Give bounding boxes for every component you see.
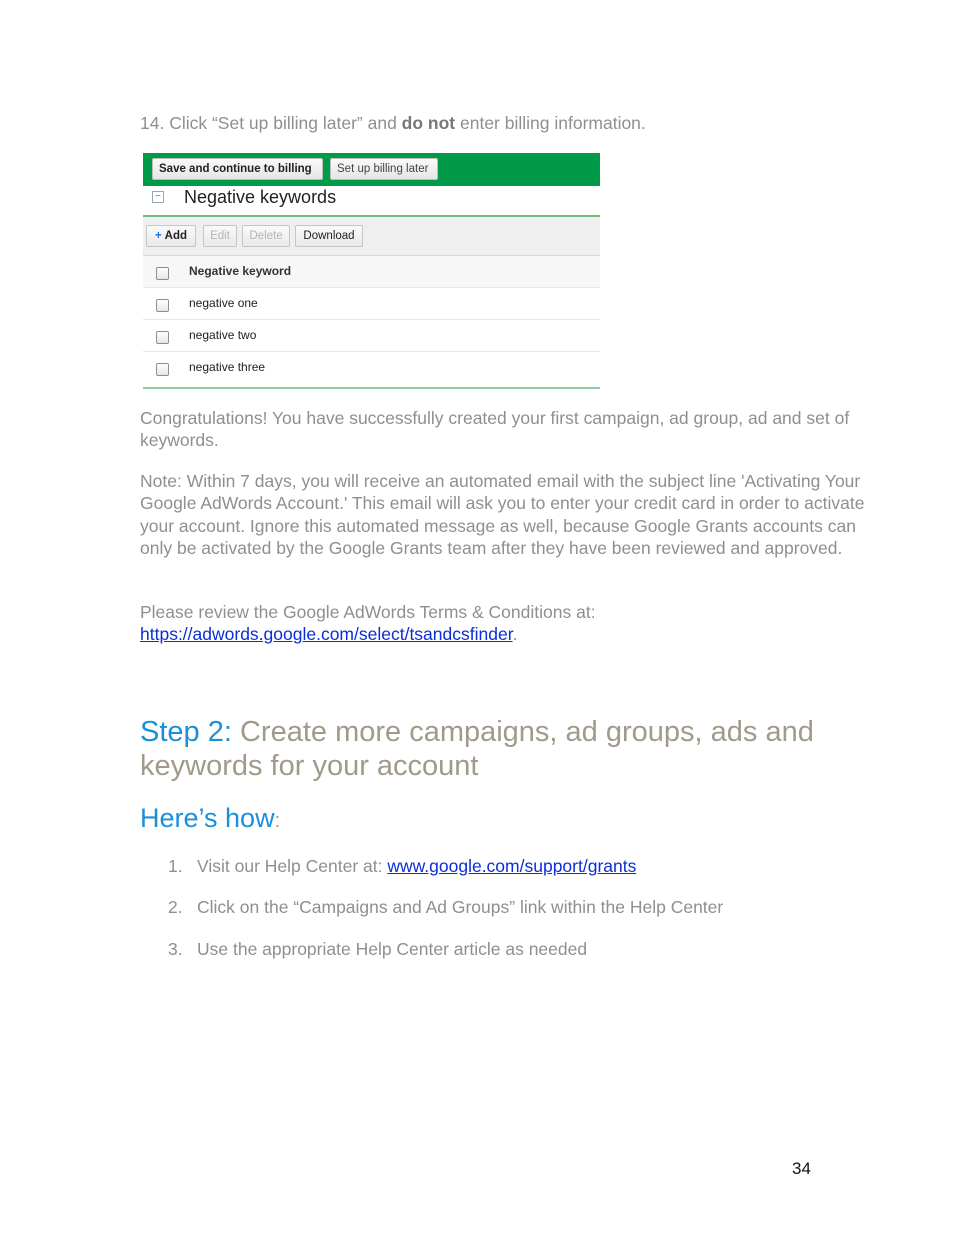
adwords-screenshot xyxy=(143,153,600,389)
row-checkbox[interactable] xyxy=(156,331,169,344)
heres-how-colon: : xyxy=(274,810,281,832)
list-text: Click on the “Campaigns and Ad Groups” link within the Help Center xyxy=(197,897,724,917)
edit-button[interactable]: Edit xyxy=(203,225,237,247)
instruction-number: 14. xyxy=(140,113,165,133)
keyword-cell: negative three xyxy=(189,360,266,374)
plus-icon: + xyxy=(154,230,162,242)
terms-period: . xyxy=(512,624,518,645)
table-row xyxy=(143,288,600,320)
list-item xyxy=(168,856,636,877)
list-number: 1. xyxy=(168,856,183,876)
list-item xyxy=(168,939,587,960)
set-up-billing-later-button[interactable]: Set up billing later xyxy=(330,158,438,180)
add-label: Add xyxy=(164,230,188,242)
save-and-continue-to-billing-button[interactable]: Save and continue to billing xyxy=(152,158,323,180)
collapse-icon[interactable]: − xyxy=(152,191,164,203)
instruction-step-14 xyxy=(140,113,646,134)
negative-keywords-title: Negative keywords xyxy=(184,187,337,207)
list-text: Visit our Help Center at: xyxy=(197,856,388,876)
note-paragraph: Note: Within 7 days, you will receive an automated email with the subject line 'Activating Your Google AdWords Account.' This email will ask you to enter your credit card in order to activate your account. Ignore this automated message as well, because Google Grants accounts can only be activated by the Google Grants team after they have been reviewed and approved. xyxy=(140,471,865,559)
page-number: 34 xyxy=(792,1159,811,1178)
table-row xyxy=(143,352,600,383)
list-number: 2. xyxy=(168,897,183,917)
heres-how-heading xyxy=(140,803,280,834)
instruction-text-post: enter billing information. xyxy=(455,113,646,133)
list-item xyxy=(168,897,723,918)
instruction-text-pre: Click “Set up billing later” and xyxy=(169,113,402,133)
table-row xyxy=(143,320,600,352)
keyword-cell: negative one xyxy=(189,296,258,310)
terms-link[interactable]: https://adwords.google.com/select/tsandcsfinder xyxy=(140,624,513,645)
list-text: Use the appropriate Help Center article as needed xyxy=(197,939,588,959)
negative-keywords-header xyxy=(143,186,600,217)
step-text: Create more campaigns, ad groups, ads and keywords for your account xyxy=(140,716,814,782)
table-header-row xyxy=(143,256,600,288)
delete-button[interactable]: Delete xyxy=(242,225,290,247)
heres-how-label: Here’s how xyxy=(140,803,275,833)
help-center-link[interactable]: www.google.com/support/grants xyxy=(387,856,637,876)
negative-keyword-column-header: Negative keyword xyxy=(189,264,292,278)
keywords-toolbar xyxy=(143,217,600,256)
select-all-checkbox[interactable] xyxy=(156,267,169,280)
billing-button-bar xyxy=(143,153,600,186)
row-checkbox[interactable] xyxy=(156,363,169,376)
congratulations-paragraph: Congratulations! You have successfully created your first campaign, ad group, ad and set of keywords. xyxy=(140,408,850,451)
step-label: Step 2: xyxy=(140,716,232,748)
keyword-cell: negative two xyxy=(189,328,257,342)
step-2-heading xyxy=(140,715,860,783)
row-checkbox[interactable] xyxy=(156,299,169,312)
download-button[interactable]: Download xyxy=(295,225,363,247)
terms-paragraph xyxy=(140,601,885,646)
instruction-text-bold: do not xyxy=(401,113,456,133)
add-button[interactable] xyxy=(146,225,196,247)
list-number: 3. xyxy=(168,939,183,959)
terms-text: Please review the Google AdWords Terms & Conditions at: xyxy=(140,602,596,622)
